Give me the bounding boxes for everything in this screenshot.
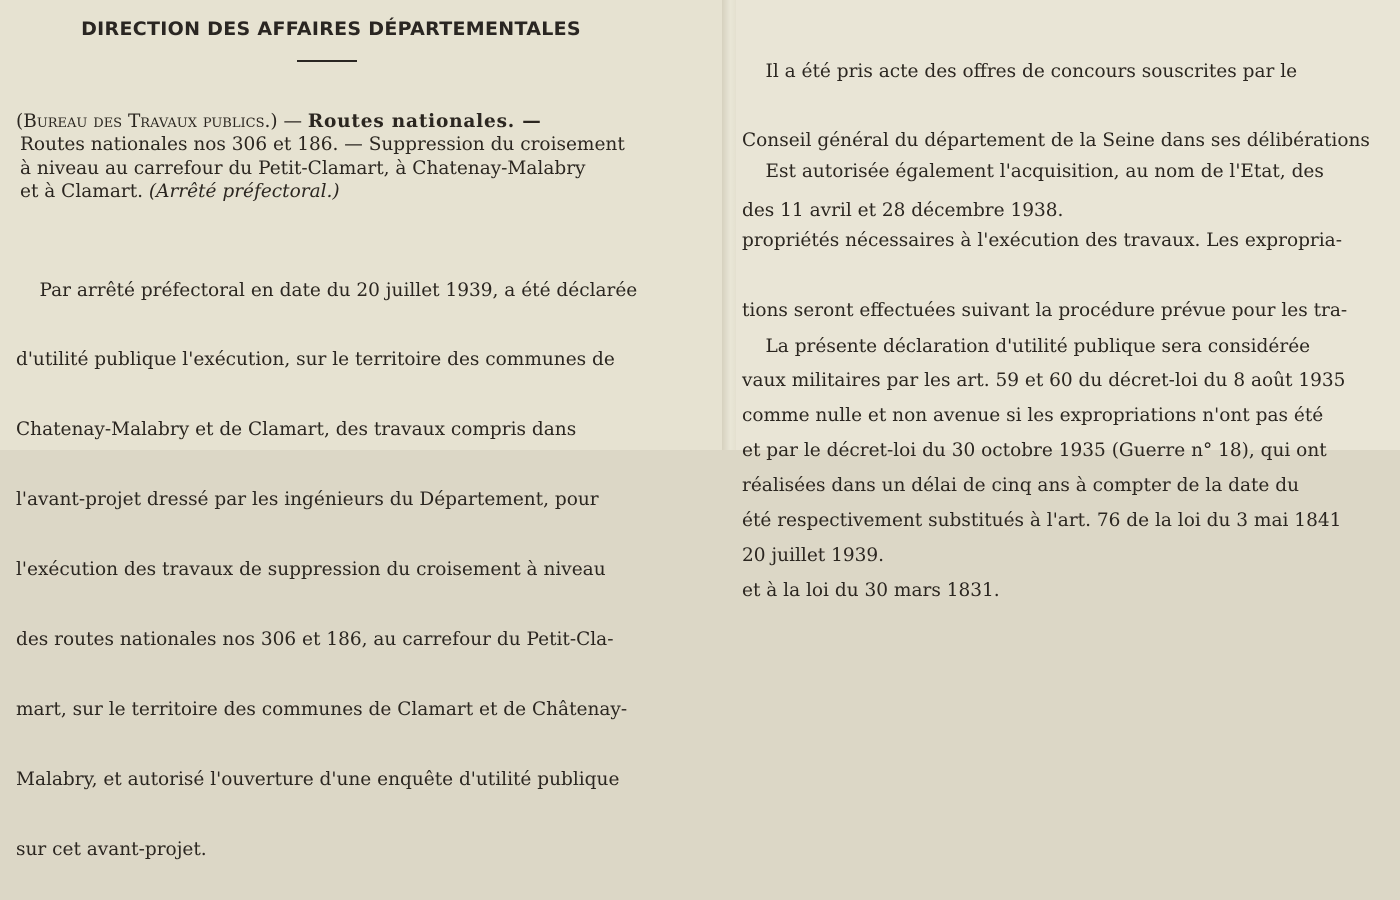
paragraph-line: mart, sur le territoire des communes de Clamart et de Châtenay- (16, 698, 628, 720)
intro-block (16, 110, 625, 203)
paragraph-line: réalisées dans un délai de cinq ans à compter de la date du (742, 475, 1300, 497)
paragraph-line: Malabry, et autorisé l'ouverture d'une enquête d'utilité publique (16, 768, 620, 790)
routes-title: Routes nationales. — (307, 111, 542, 132)
paragraph-line: 20 juillet 1939. (742, 545, 885, 567)
paragraph-line: sur cet avant-projet. (16, 838, 207, 860)
paragraph-line: l'exécution des travaux de suppression du croisement à niveau (16, 559, 606, 581)
left-column (0, 0, 722, 860)
section-heading: DIRECTION DES AFFAIRES DÉPARTEMENTALES (81, 18, 581, 40)
paragraph-line: et par le décret-loi du 30 octobre 1935 (Guerre n° 18), qui ont (742, 440, 1327, 462)
paragraph-line: Conseil général du département de la Seine dans ses délibérations (742, 130, 1370, 152)
paragraph-line: l'avant-projet dressé par les ingénieurs du Département, pour (16, 489, 599, 511)
intro-line-3: à niveau au carrefour du Petit-Clamart, à Chatenay-Malabry (20, 157, 586, 179)
paragraph-line: La présente déclaration d'utilité publique sera considérée (742, 335, 1311, 357)
paragraph-line: propriétés nécessaires à l'exécution des travaux. Les expropria- (742, 230, 1342, 252)
paragraph-line: des routes nationales nos 306 et 186, au carrefour du Petit-Cla- (16, 629, 614, 651)
intro-line-2: Routes nationales nos 306 et 186. — Suppression du croisement (20, 134, 625, 156)
paragraph-line: Par arrêté préfectoral en date du 20 juillet 1939, a été déclarée (16, 279, 638, 301)
paragraph-line: et à la loi du 30 mars 1831. (742, 579, 1000, 601)
left-paragraph (16, 232, 637, 900)
arrete-note: (Arrêté préfectoral.) (148, 180, 340, 202)
paragraph-line: été respectivement substitués à l'art. 76 de la loi du 3 mai 1841 (742, 510, 1342, 532)
right-column (736, 0, 1400, 601)
intro-line-4: et à Clamart. (Arrêté préfectoral.) (20, 180, 340, 202)
column-gutter (722, 0, 736, 450)
paragraph-line: d'utilité publique l'exécution, sur le territoire des communes de (16, 349, 615, 371)
paragraph-line: tions seront effectuées suivant la procédure prévue pour les tra- (742, 300, 1348, 322)
right-paragraph-3 (742, 288, 1323, 614)
intro-line-1 (16, 110, 625, 133)
paragraph-line: comme nulle et non avenue si les expropriations n'ont pas été (742, 405, 1324, 427)
paragraph-line: vaux militaires par les art. 59 et 60 du décret-loi du 8 août 1935 (742, 370, 1346, 392)
paragraph-line: Il a été pris acte des offres de concours souscrites par le (742, 60, 1298, 82)
paragraph-line: des 11 avril et 28 décembre 1938. (742, 200, 1064, 222)
bureau-label: (Bureau des Travaux publics.) — (16, 111, 308, 132)
paragraph-line: Chatenay-Malabry et de Clamart, des travaux compris dans (16, 419, 577, 441)
heading-rule (297, 60, 357, 62)
paragraph-line: Est autorisée également l'acquisition, au nom de l'Etat, des (742, 160, 1324, 182)
